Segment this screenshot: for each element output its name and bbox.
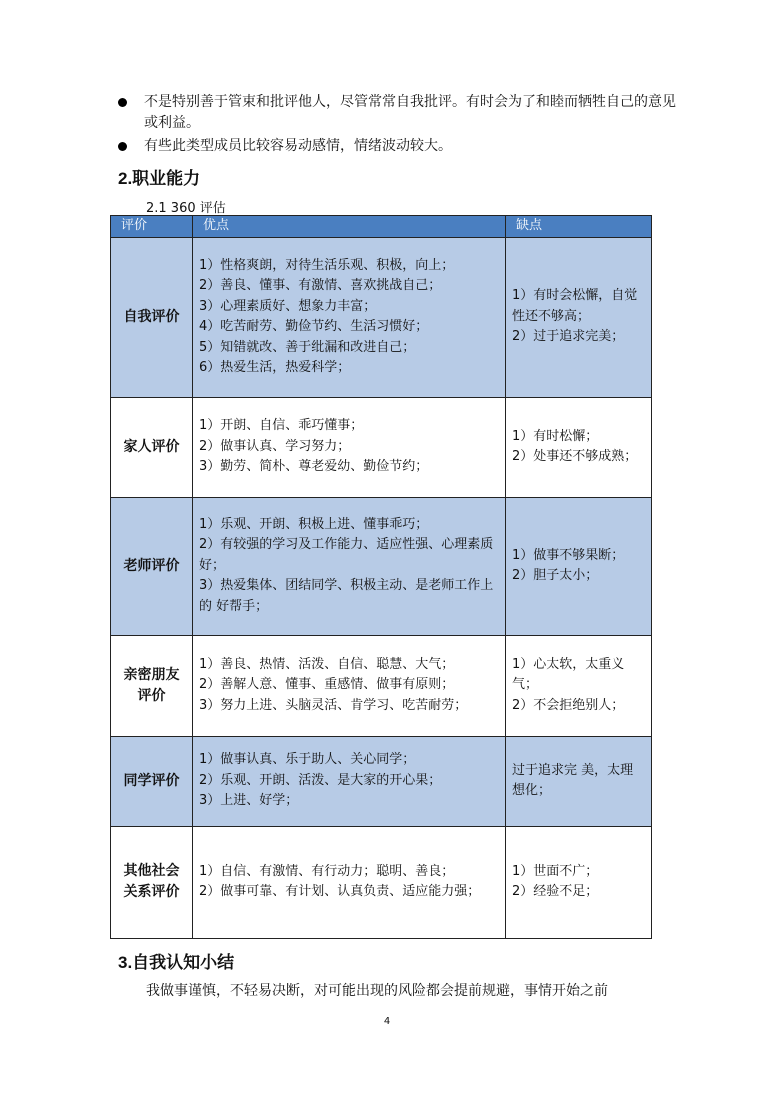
- cons-cell: [506, 635, 652, 736]
- cons-cell: [506, 736, 652, 826]
- cons-line: 2）过于追求完美；: [512, 329, 625, 345]
- pros-cell: [193, 635, 506, 736]
- pros-line: 1）性格爽朗，对待生活乐观、积极，向上；: [199, 257, 455, 273]
- row-label: 同学评价: [111, 736, 193, 826]
- section-heading-summary: 3.自我认知小结: [118, 953, 235, 972]
- pros-line: 1）善良、热情、活泼、自信、聪慧、大气；: [199, 656, 455, 672]
- subsection-heading: 2.1 360 评估: [146, 201, 226, 216]
- pros-cell: [193, 497, 506, 635]
- cons-line: 过于追求完 美，太理想化；: [512, 762, 634, 798]
- pros-line: 2）乐观、开朗、活泼、是大家的开心果；: [199, 772, 442, 788]
- header-pros: 优点: [193, 216, 506, 238]
- pros-line: 2）做事认真、学习努力；: [199, 438, 351, 454]
- header-evaluation: 评价: [111, 216, 193, 238]
- cons-line: 1）心太软，太重义气；: [512, 656, 625, 693]
- pros-line: 1）开朗、自信、乖巧懂事；: [199, 418, 364, 434]
- cons-line: 1）有时会松懈，自觉性还不够高；: [512, 288, 638, 324]
- row-label: 家人评价: [111, 397, 193, 497]
- row-label: 老师评价: [111, 497, 193, 635]
- summary-paragraph: 我做事谨慎，不轻易决断，对可能出现的风险都会提前规避，事情开始之前: [146, 983, 608, 999]
- table-header-row: [111, 216, 652, 238]
- row-label: 其他社会 关系评价: [111, 826, 193, 938]
- pros-line: 1）自信、有激情、有行动力；聪明、善良；: [199, 863, 455, 879]
- row-label: 亲密朋友 评价: [111, 635, 193, 736]
- pros-line: 1）做事认真、乐于助人、关心同学；: [199, 752, 416, 768]
- pros-line: 2）善解人意、懂事、重感情、做事有原则；: [199, 677, 455, 693]
- cons-line: 2）不会拒绝别人；: [512, 697, 625, 713]
- table-row: [111, 635, 652, 736]
- bullet-list: [118, 92, 678, 159]
- cons-line: 1）有时松懈；: [512, 428, 599, 444]
- pros-line: 4）吃苦耐劳、勤俭节约、生活习惯好；: [199, 319, 429, 334]
- evaluation-table: [110, 215, 652, 939]
- page-number: 4: [383, 1016, 391, 1027]
- bullet-item: 有些此类型成员比较容易动感情，情绪波动较大。: [118, 136, 678, 157]
- cons-cell: [506, 397, 652, 497]
- cons-line: 1）世面不广；: [512, 863, 599, 879]
- pros-line: 3）心理素质好、想象力丰富；: [199, 298, 377, 314]
- pros-cell: [193, 736, 506, 826]
- pros-cell: [193, 397, 506, 497]
- section-heading-career: 2.职业能力: [118, 169, 201, 188]
- table-row: [111, 397, 652, 497]
- table-row: [111, 497, 652, 635]
- cons-cell: [506, 237, 652, 397]
- pros-line: 5）知错就改、善于纰漏和改进自己；: [199, 339, 416, 355]
- pros-line: 6）热爱生活，热爱科学；: [199, 360, 351, 375]
- cons-cell: [506, 826, 652, 938]
- pros-line: 2）做事可靠、有计划、认真负责、适应能力强；: [199, 884, 481, 899]
- cons-line: 2）胆子太小；: [512, 568, 599, 583]
- bullet-item: 不是特别善于管束和批评他人，尽管常常自我批评。有时会为了和睦而牺牲自己的意见或利益。: [118, 92, 678, 134]
- pros-line: 3）上进、好学；: [199, 793, 299, 809]
- pros-line: 1）乐观、开朗、积极上进、懂事乖巧；: [199, 516, 429, 532]
- pros-line: 3）热爱集体、团结同学、积极主动、是老师工作上的 好帮手；: [199, 578, 494, 614]
- bullet-dot-icon: [118, 142, 127, 151]
- pros-line: 3）勤劳、简朴、尊老爱幼、勤俭节约；: [199, 459, 429, 475]
- cons-cell: [506, 497, 652, 635]
- cons-line: 2）经验不足；: [512, 884, 599, 899]
- row-label: 自我评价: [111, 237, 193, 397]
- cons-line: 1）做事不够果断；: [512, 547, 625, 563]
- pros-line: 3）努力上进、头脑灵活、肯学习、吃苦耐劳；: [199, 697, 468, 713]
- pros-line: 2）有较强的学习及工作能力、适应性强、心理素质好；: [199, 537, 494, 573]
- pros-cell: [193, 826, 506, 938]
- bullet-dot-icon: [118, 98, 127, 107]
- table-row: [111, 736, 652, 826]
- cons-line: 2）处事还不够成熟；: [512, 449, 638, 464]
- table-row: [111, 826, 652, 938]
- header-cons: 缺点: [506, 216, 652, 238]
- pros-line: 2）善良、懂事、有激情、喜欢挑战自己；: [199, 278, 442, 293]
- table-row: [111, 237, 652, 397]
- pros-cell: [193, 237, 506, 397]
